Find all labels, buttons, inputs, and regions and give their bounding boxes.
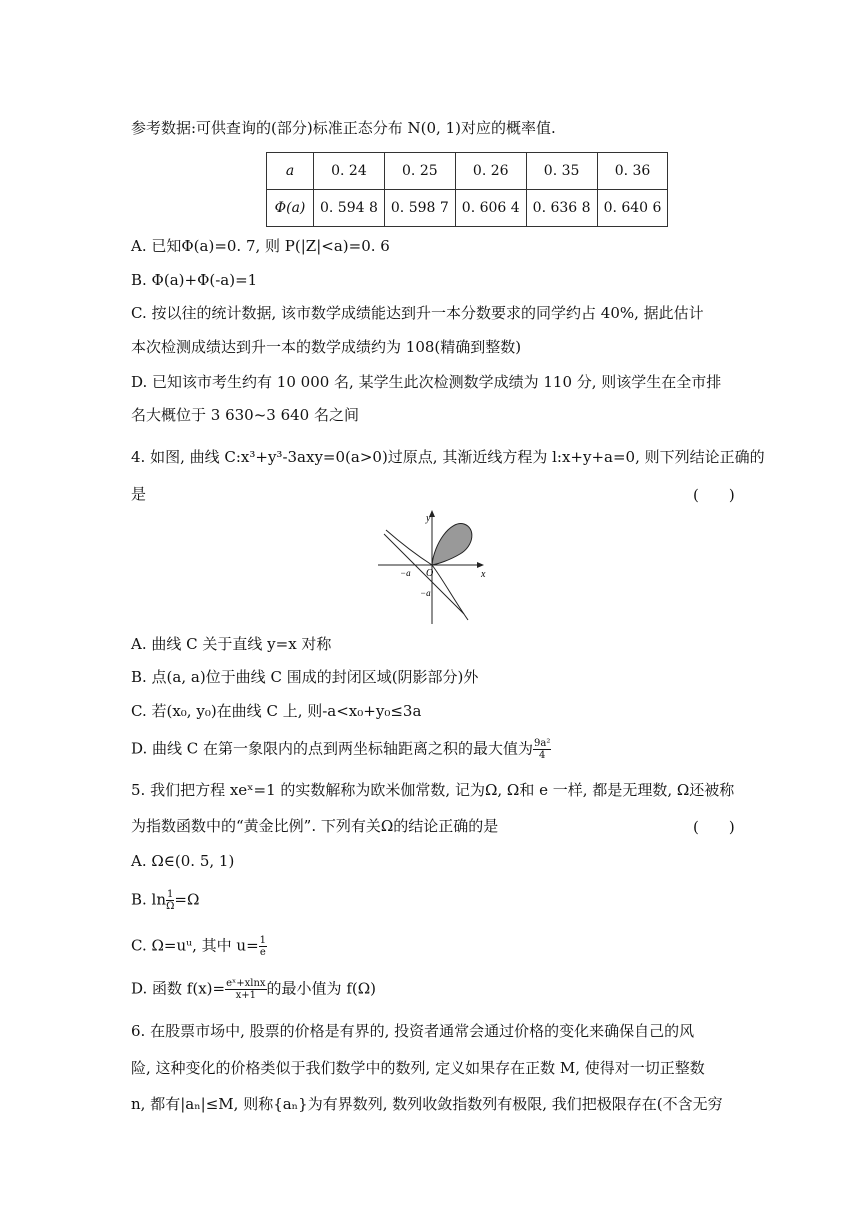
q4-stem-line2: 是 (131, 485, 147, 503)
fraction-numerator: 9a² (534, 738, 551, 749)
q3-option-c-line2: 本次检测成绩达到升一本的数学成绩约为 108(精确到整数) (131, 338, 522, 356)
q4-option-b: B. 点(a, a)位于曲线 C 围成的封闭区域(阴影部分)外 (131, 668, 479, 686)
q5-option-d-fraction (225, 978, 266, 1001)
table-cell: 0. 24 (314, 153, 385, 190)
q5-option-b-suffix: =Ω (174, 890, 200, 909)
q4-option-a: A. 曲线 C 关于直线 y=x 对称 (131, 635, 332, 653)
q3-option-c-line1: C. 按以往的统计数据, 该市数学成绩能达到升一本分数要求的同学约占 40%, 据此估计 (131, 304, 704, 322)
table-cell: 0. 35 (526, 153, 597, 190)
table-cell: 0. 594 8 (314, 190, 385, 227)
folium-branch-lower (432, 565, 468, 620)
x-axis-arrow-icon (477, 562, 484, 568)
q4-option-d-fraction (533, 738, 551, 761)
table-cell: 0. 606 4 (455, 190, 526, 227)
fraction-denominator: e (259, 947, 266, 958)
q5-option-d-suffix: 的最小值为 f(Ω) (266, 979, 377, 998)
q5-option-d-prefix: D. 函数 f(x)= (131, 979, 226, 998)
y-axis-label: y (426, 513, 431, 524)
q5-option-a: A. Ω∈(0. 5, 1) (131, 852, 235, 870)
q5-option-b (131, 889, 199, 912)
q5-option-c-prefix: C. Ω=uᵘ, 其中 u= (131, 936, 259, 955)
q4-option-c: C. 若(x₀, y₀)在曲线 C 上, 则-a<x₀+y₀≤3a (131, 702, 422, 720)
q5-option-b-prefix: B. ln (131, 890, 167, 909)
folium-loop (432, 524, 472, 565)
table-cell: 0. 26 (455, 153, 526, 190)
q5-option-d (131, 978, 376, 1001)
q5-option-c-fraction (259, 935, 267, 958)
neg-a-y-label: −a (420, 588, 431, 598)
fraction-numerator: eˣ+xlnx (226, 978, 266, 989)
q3-option-d-line2: 名大概位于 3 630~3 640 名之间 (131, 406, 359, 424)
fraction-denominator: x+1 (235, 990, 257, 1001)
q5-stem-line2: 为指数函数中的“黄金比例”. 下列有关Ω的结论正确的是 (131, 817, 499, 835)
q5-answer-paren: ( ) (693, 818, 735, 836)
table-cell: 0. 36 (597, 153, 668, 190)
q4-answer-paren: ( ) (693, 486, 735, 504)
table-cell: 0. 636 8 (526, 190, 597, 227)
q3-option-a: A. 已知Φ(a)=0. 7, 则 P(|Z|<a)=0. 6 (131, 237, 390, 255)
q3-option-d-line1: D. 已知该市考生约有 10 000 名, 某学生此次检测数学成绩为 110 分, 则该学生在全市排 (131, 373, 722, 391)
x-axis-label: x (481, 569, 486, 580)
table-cell: 0. 25 (384, 153, 455, 190)
table-header-a: a (267, 153, 314, 190)
q4-stem-line1: 4. 如图, 曲线 C:x³+y³-3axy=0(a>0)过原点, 其渐近线方程为 l:x+y+a=0, 则下列结论正确的 (131, 448, 765, 466)
q6-line1: 6. 在股票市场中, 股票的价格是有界的, 投资者通常会通过价格的变化来确保自己的风 (131, 1022, 695, 1040)
q5-option-c (131, 935, 267, 958)
folium-figure (372, 504, 492, 629)
fraction-denominator: 4 (539, 750, 546, 761)
table-cell: 0. 598 7 (384, 190, 455, 227)
reference-intro: 参考数据:可供查询的(部分)标准正态分布 N(0, 1)对应的概率值. (131, 119, 556, 137)
table-cell: 0. 640 6 (597, 190, 668, 227)
origin-label: O (426, 568, 434, 579)
neg-a-x-label: −a (400, 568, 411, 578)
fraction-numerator: 1 (259, 935, 267, 946)
q3-option-b: B. Φ(a)+Φ(-a)=1 (131, 271, 258, 289)
q6-line3: n, 都有|aₙ|≤M, 则称{aₙ}为有界数列, 数列收敛指数列有极限, 我们把极限存在(不含无穷 (131, 1095, 723, 1113)
fraction-numerator: 1 (167, 889, 174, 900)
q4-option-d-text: D. 曲线 C 在第一象限内的点到两坐标轴距离之积的最大值为 (131, 739, 534, 758)
table-header-phi: Φ(a) (267, 190, 314, 227)
normal-distribution-table (266, 152, 668, 227)
q6-line2: 险, 这种变化的价格类似于我们数学中的数列, 定义如果存在正数 M, 使得对一切正整数 (131, 1059, 705, 1077)
folium-branch-upper (386, 530, 432, 565)
table-row (267, 153, 668, 190)
fraction-denominator: Ω (166, 901, 175, 912)
q5-stem-line1: 5. 我们把方程 xeˣ=1 的实数解称为欧米伽常数, 记为Ω, Ω和 e 一样, 都是无理数, Ω还被称 (131, 781, 735, 799)
table-row (267, 190, 668, 227)
q4-option-d (131, 738, 551, 761)
